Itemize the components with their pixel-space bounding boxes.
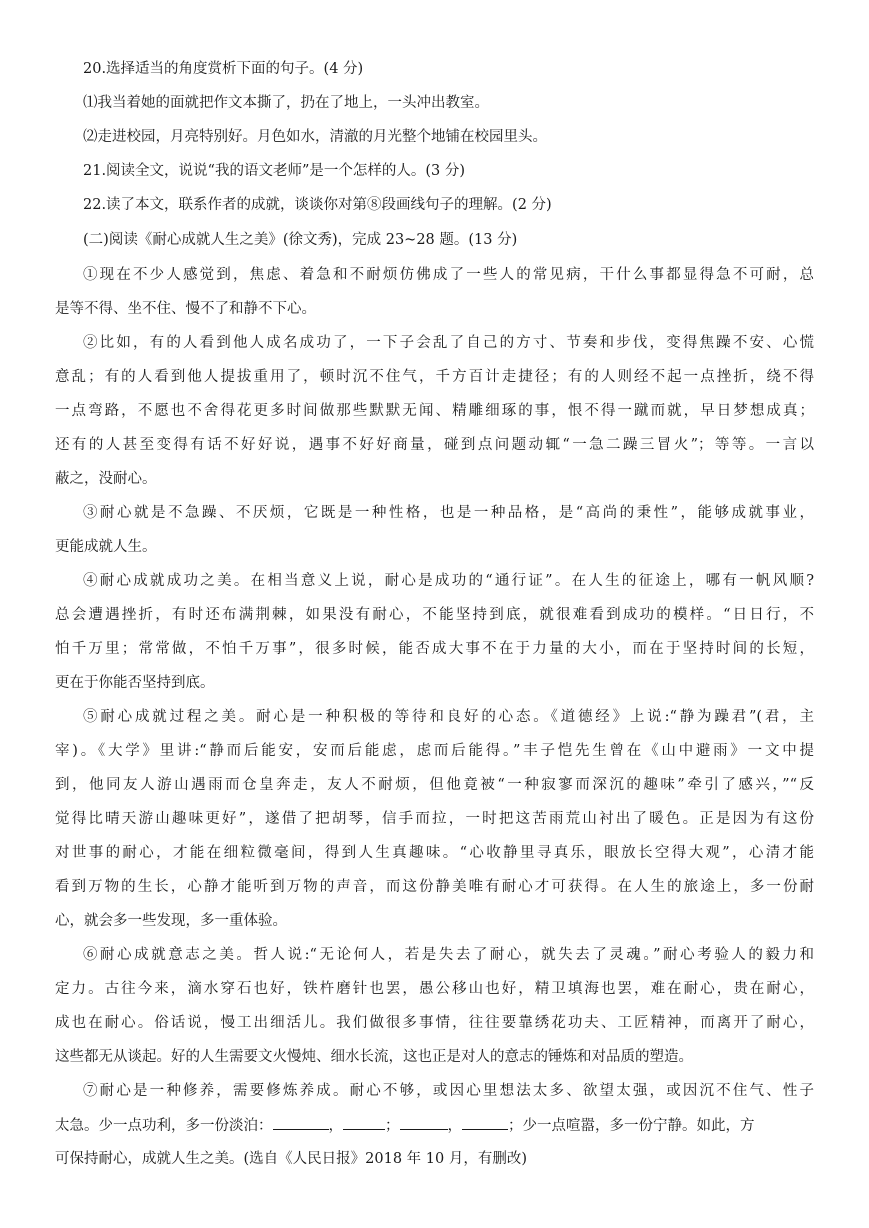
fill-blank-4[interactable] <box>462 1115 508 1130</box>
paragraph-5-line-1: ⑤耐心成就过程之美。耐心是一种积极的等待和良好的心态。《道德经》上说:“静为躁君”(君，主 <box>83 709 814 725</box>
paragraph-5-line-3: 到，他同友人游山遇雨而仓皇奔走，友人不耐烦，但他竟被“一种寂寥而深沉的趣味”牵引了感兴，”“反 <box>55 777 814 793</box>
paragraph-7-line-2 <box>55 1115 814 1136</box>
paragraph-2-line-2: 意乱；有的人看到他人提拔重用了，顿时沉不住气，千方百计走捷径；有的人则经不起一点挫折，绕不得 <box>55 369 814 385</box>
paragraph-5-line-4: 觉得比晴天游山趣味更好”，遂借了把胡琴，信手而拉，一时把这苦雨荒山衬出了暖色。正是因为有这份 <box>55 811 814 827</box>
blank-comma-2: ， <box>447 1118 462 1134</box>
fill-blank-1[interactable] <box>273 1115 329 1130</box>
paragraph-6-line-1: ⑥耐心成就意志之美。哲人说:“无论何人，若是失去了耐心，就失去了灵魂。”耐心考验人的毅力和 <box>83 947 814 963</box>
blank-semicolon-1: ； <box>385 1118 400 1134</box>
paragraph-6-line-2: 定力。古往今来，滴水穿石也好，铁杵磨针也罢，愚公移山也好，精卫填海也罢，难在耐心，贵在耐心， <box>55 981 814 997</box>
paragraph-7-line-2-end: ；少一点喧嚣，多一份宁静。如此，方 <box>508 1118 755 1134</box>
question-20-sentence-2: ⑵走进校园，月亮特别好。月色如水，清澈的月光整个地铺在校园里头。 <box>83 129 547 145</box>
paragraph-4-line-1: ④耐心成就成功之美。在相当意义上说，耐心是成功的“通行证”。在人生的征途上，哪有一帆风顺? <box>83 573 814 589</box>
question-20-sentence-1: ⑴我当着她的面就把作文本撕了，扔在了地上，一头冲出教室。 <box>83 95 489 111</box>
paragraph-4-line-4: 更在于你能否坚持到底。 <box>55 675 215 691</box>
paragraph-6-line-4: 这些都无从谈起。好的人生需要文火慢炖、细水长流，这也正是对人的意志的锤炼和对品质的塑造。 <box>55 1049 693 1065</box>
fill-blank-3[interactable] <box>400 1115 448 1130</box>
section-2-intro: (二)阅读《耐心成就人生之美》(徐文秀)，完成 23~28 题。(13 分) <box>83 232 518 248</box>
paragraph-6-line-3: 成也在耐心。俗话说，慢工出细活儿。我们做很多事情，往往要靠绣花功夫、工匠精神，而离开了耐心， <box>55 1015 814 1031</box>
paragraph-7-line-1: ⑦耐心是一种修养，需要修炼养成。耐心不够，或因心里想法太多、欲望太强，或因沉不住气、性子 <box>83 1083 814 1099</box>
blank-comma-1: ， <box>328 1118 343 1134</box>
paragraph-3-line-2: 更能成就人生。 <box>55 539 157 555</box>
question-22: 22.读了本文，联系作者的成就，谈谈你对第⑧段画线句子的理解。(2 分) <box>83 197 552 213</box>
question-21: 21.阅读全文，说说“我的语文老师”是一个怎样的人。(3 分) <box>83 163 466 179</box>
paragraph-5-line-6: 看到万物的生长，心静才能听到万物的声音，而这份静美唯有耐心才可获得。在人生的旅途上，多一份耐 <box>55 879 814 895</box>
paragraph-1-line-2: 是等不得、坐不住、慢不了和静不下心。 <box>55 301 316 317</box>
paragraph-7-line-2-start: 太急。少一点功利，多一份淡泊： <box>55 1118 273 1134</box>
paragraph-3-line-1: ③耐心就是不急躁、不厌烦，它既是一种性格，也是一种品格，是“高尚的秉性”，能够成就事业， <box>83 505 814 521</box>
paragraph-5-line-5: 对世事的耐心，才能在细粒微毫间，得到人生真趣味。“心收静里寻真乐，眼放长空得大观”，心清才能 <box>55 845 814 861</box>
paragraph-2-line-5: 蔽之，没耐心。 <box>55 471 157 487</box>
paragraph-5-line-2: 宰)。《大学》里讲:“静而后能安，安而后能虑，虑而后能得。”丰子恺先生曾在《山中避雨》一文中提 <box>55 743 814 759</box>
paragraph-2-line-3: 一点弯路，不愿也不舍得花更多时间做那些默默无闻、精雕细琢的事，恨不得一蹴而就，早日梦想成真； <box>55 403 814 419</box>
paragraph-2-line-1: ②比如，有的人看到他人成名成功了，一下子会乱了自己的方寸、节奏和步伐，变得焦躁不安、心慌 <box>83 335 814 351</box>
fill-blank-2[interactable] <box>343 1115 385 1130</box>
paragraph-1-line-1: ①现在不少人感觉到，焦虑、着急和不耐烦仿佛成了一些人的常见病，干什么事都显得急不可耐，总 <box>83 267 814 283</box>
paragraph-2-line-4: 还有的人甚至变得有话不好好说，遇事不好好商量，碰到点问题动辄“一急二躁三冒火”；等等。一言以 <box>55 437 814 453</box>
paragraph-4-line-2: 总会遭遇挫折，有时还布满荆棘，如果没有耐心，不能坚持到底，就很难看到成功的模样。“日日行，不 <box>55 607 814 623</box>
paragraph-4-line-3: 怕千万里；常常做，不怕千万事”，很多时候，能否成大事不在于力量的大小，而在于坚持时间的长短， <box>55 641 814 657</box>
question-20: 20.选择适当的角度赏析下面的句子。(4 分) <box>83 61 364 77</box>
paragraph-5-line-7: 心，就会多一些发现，多一重体验。 <box>55 913 287 929</box>
paragraph-7-line-3: 可保持耐心，成就人生之美。(选自《人民日报》2018 年 10 月，有删改) <box>55 1151 527 1167</box>
